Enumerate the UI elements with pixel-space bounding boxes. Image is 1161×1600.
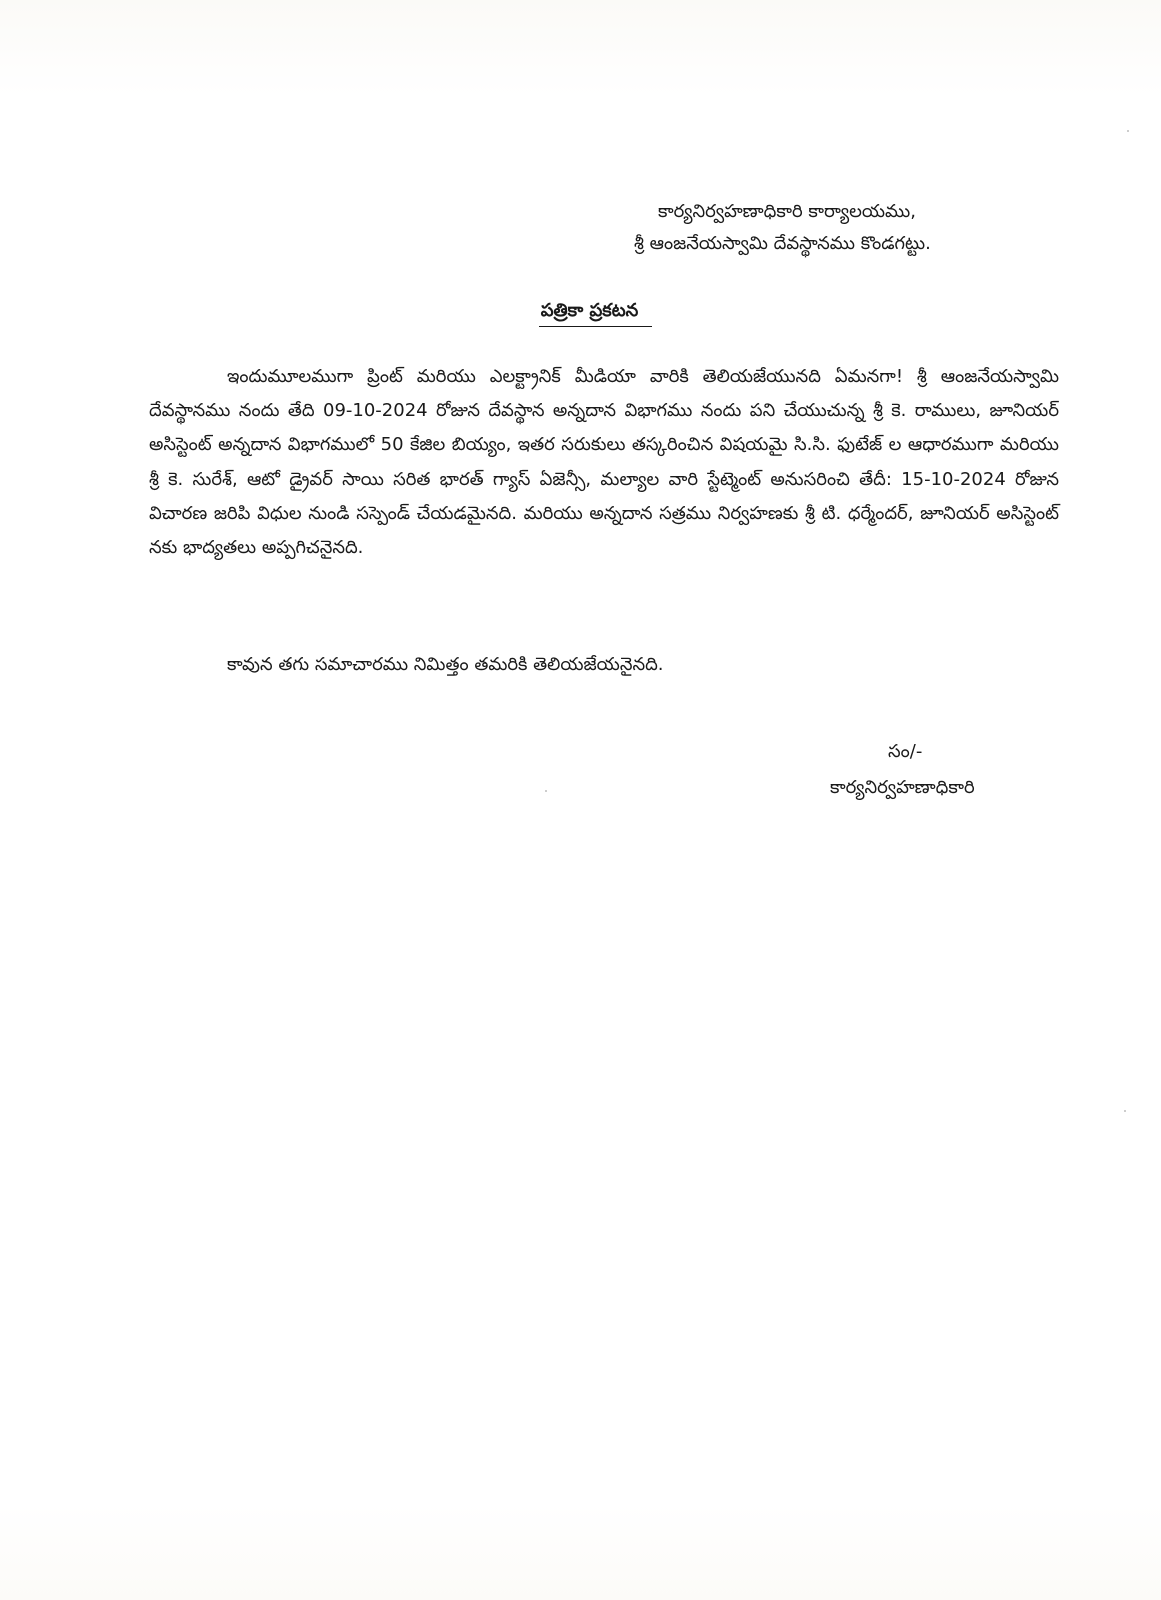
signature-mark: సం/- <box>888 741 923 762</box>
notice-body-text: ఇందుమూలముగా ప్రింట్ మరియు ఎలక్ట్రానిక్ మీడియా వారికి తెలియజేయునది ఏమనగా! శ్రీ ఆంజనేయస్వామి దేవస్థానము నందు తేది 09-10-2024 రోజున దేవస్థాన అన్నదాన విభాగము నందు పని చేయుచున్న శ్రీ కె. రాములు, జూనియర్ అసిస్టెంట్ అన్నదాన విభాగములో 50 కేజిల బియ్యం, ఇతర సరుకులు తస్కరించిన విషయమై సి.సి. ఫుటేజ్ ల ఆధారముగా మరియు శ్రీ కె. సురేశ్, ఆటో డ్రైవర్ సాయి సరిత భారత్ గ్యాస్ ఏజెన్సీ, మల్యాల వారి స్టేట్మెంట్ అనుసరించి తేదీ: 15-10-2024 రోజున విచారణ జరిపి విధుల నుండి సస్పెండ్ చేయడమైనది. మరియు అన్నదాన సత్రము నిర్వహణకు శ్రీ టి. ధర్మేందర్, జూనియర్ అసిస్టెంట్ నకు భాద్యతలు అప్పగిచనైనది. <box>149 366 1059 559</box>
signatory-designation: కార్యనిర్వహణాధికారి <box>830 777 975 798</box>
scan-speck <box>1124 1110 1126 1112</box>
temple-name: శ్రీ ఆంజనేయస్వామి దేవస్థానము కొండగట్టు. <box>634 233 931 254</box>
office-address <box>634 196 1078 260</box>
scan-speck <box>1127 130 1129 132</box>
notice-title-text: పత్రికా ప్రకటన <box>539 300 652 327</box>
scan-speck <box>545 790 547 792</box>
signature-block <box>830 734 1050 806</box>
closing-line: కావున తగు సమాచారము నిమిత్తం తమరికి తెలియజేయనైనది. <box>227 654 664 675</box>
notice-body <box>149 360 1059 565</box>
notice-title <box>0 300 1161 327</box>
office-name: కార్యనిర్వహణాధికారి కార్యాలయము, <box>658 201 916 222</box>
